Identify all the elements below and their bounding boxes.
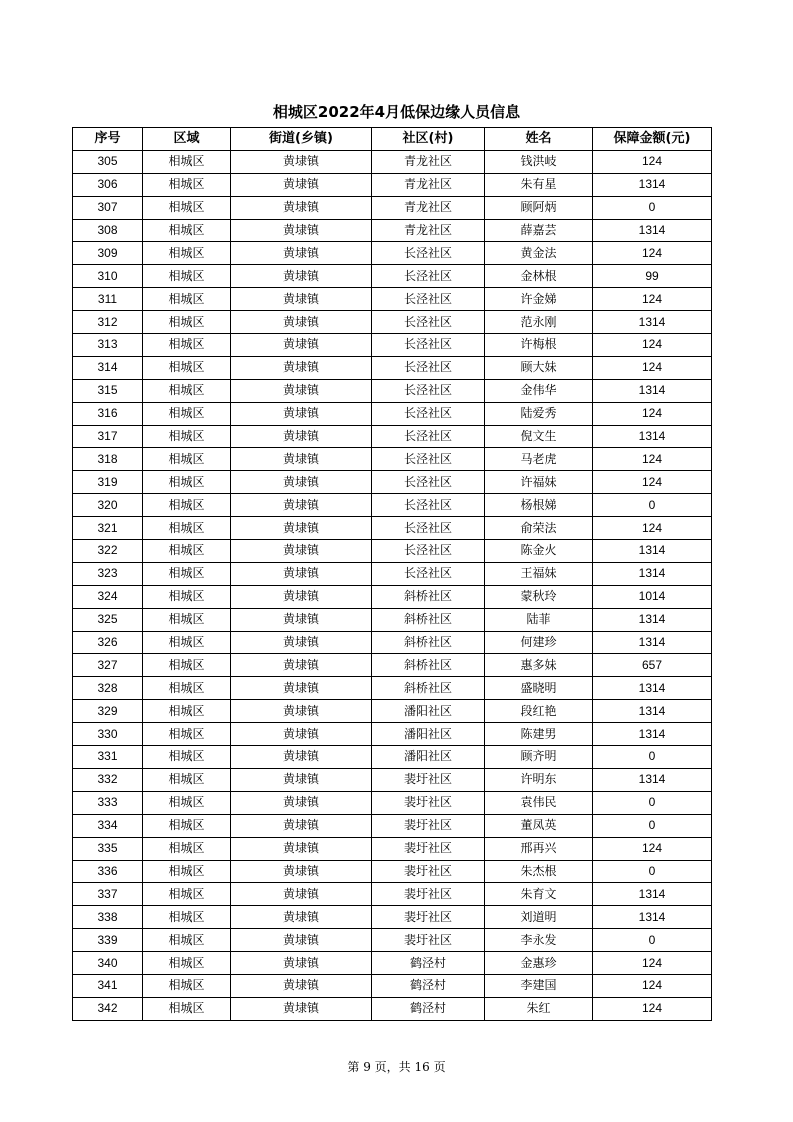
cell-amount: 1314 [593,311,712,334]
cell-index: 330 [73,723,143,746]
cell-index: 326 [73,631,143,654]
cell-index: 320 [73,494,143,517]
cell-name: 顾齐明 [485,746,593,769]
cell-amount: 0 [593,494,712,517]
column-header-amount: 保障金额(元) [593,128,712,151]
column-header-street: 街道(乡镇) [231,128,372,151]
cell-street: 黄埭镇 [231,288,372,311]
table-row [73,334,712,357]
cell-name: 李建国 [485,974,593,997]
table-row [73,631,712,654]
table-row [73,242,712,265]
cell-community: 长泾社区 [372,356,485,379]
table-row [73,150,712,173]
table-row [73,974,712,997]
cell-community: 裴圩社区 [372,929,485,952]
cell-amount: 124 [593,242,712,265]
cell-community: 青龙社区 [372,196,485,219]
cell-name: 顾大妹 [485,356,593,379]
table-row [73,883,712,906]
cell-name: 段红艳 [485,700,593,723]
cell-community: 裴圩社区 [372,791,485,814]
cell-region: 相城区 [143,654,231,677]
cell-street: 黄埭镇 [231,494,372,517]
cell-amount: 1314 [593,677,712,700]
cell-name: 盛晓明 [485,677,593,700]
cell-street: 黄埭镇 [231,631,372,654]
cell-community: 斜桥社区 [372,631,485,654]
cell-community: 长泾社区 [372,540,485,563]
cell-name: 钱洪岐 [485,150,593,173]
cell-region: 相城区 [143,540,231,563]
cell-community: 青龙社区 [372,150,485,173]
cell-street: 黄埭镇 [231,814,372,837]
cell-index: 334 [73,814,143,837]
cell-index: 329 [73,700,143,723]
cell-street: 黄埭镇 [231,562,372,585]
table-row [73,448,712,471]
cell-region: 相城区 [143,997,231,1020]
cell-amount: 124 [593,837,712,860]
cell-name: 马老虎 [485,448,593,471]
table-row [73,814,712,837]
cell-index: 307 [73,196,143,219]
cell-street: 黄埭镇 [231,150,372,173]
cell-amount: 1314 [593,379,712,402]
cell-street: 黄埭镇 [231,883,372,906]
cell-street: 黄埭镇 [231,219,372,242]
cell-region: 相城区 [143,677,231,700]
cell-community: 青龙社区 [372,219,485,242]
cell-name: 金林根 [485,265,593,288]
cell-community: 鹤泾村 [372,997,485,1020]
table-row [73,906,712,929]
cell-region: 相城区 [143,288,231,311]
cell-street: 黄埭镇 [231,585,372,608]
cell-index: 324 [73,585,143,608]
cell-region: 相城区 [143,356,231,379]
cell-street: 黄埭镇 [231,425,372,448]
table-row [73,196,712,219]
cell-name: 蒙秋玲 [485,585,593,608]
cell-amount: 0 [593,791,712,814]
table-row [73,677,712,700]
cell-name: 陆菲 [485,608,593,631]
page-title: 相城区2022年4月低保边缘人员信息 [272,103,521,121]
cell-name: 金惠珍 [485,952,593,975]
cell-community: 潘阳社区 [372,746,485,769]
cell-region: 相城区 [143,471,231,494]
cell-community: 斜桥社区 [372,608,485,631]
table-row [73,402,712,425]
table-row [73,700,712,723]
cell-name: 黄金法 [485,242,593,265]
cell-region: 相城区 [143,242,231,265]
cell-community: 长泾社区 [372,265,485,288]
cell-amount: 124 [593,334,712,357]
cell-community: 鹤泾村 [372,952,485,975]
cell-name: 陆爱秀 [485,402,593,425]
cell-amount: 124 [593,471,712,494]
cell-street: 黄埭镇 [231,974,372,997]
cell-community: 长泾社区 [372,402,485,425]
cell-index: 306 [73,173,143,196]
cell-region: 相城区 [143,265,231,288]
cell-street: 黄埭镇 [231,791,372,814]
cell-street: 黄埭镇 [231,837,372,860]
cell-region: 相城区 [143,334,231,357]
cell-index: 325 [73,608,143,631]
cell-street: 黄埭镇 [231,356,372,379]
cell-name: 刘道明 [485,906,593,929]
cell-amount: 1314 [593,883,712,906]
cell-amount: 1314 [593,906,712,929]
cell-name: 陈建男 [485,723,593,746]
header-row [73,128,712,151]
cell-street: 黄埭镇 [231,517,372,540]
cell-amount: 0 [593,929,712,952]
cell-street: 黄埭镇 [231,746,372,769]
cell-community: 鹤泾村 [372,974,485,997]
table-row [73,837,712,860]
cell-index: 341 [73,974,143,997]
cell-community: 裴圩社区 [372,837,485,860]
cell-community: 斜桥社区 [372,654,485,677]
cell-street: 黄埭镇 [231,997,372,1020]
cell-amount: 0 [593,814,712,837]
cell-community: 长泾社区 [372,311,485,334]
cell-amount: 1314 [593,425,712,448]
cell-name: 俞荣法 [485,517,593,540]
cell-amount: 1314 [593,173,712,196]
cell-amount: 0 [593,860,712,883]
cell-region: 相城区 [143,379,231,402]
cell-region: 相城区 [143,860,231,883]
table-row [73,952,712,975]
cell-amount: 657 [593,654,712,677]
cell-region: 相城区 [143,791,231,814]
table-row [73,860,712,883]
cell-name: 袁伟民 [485,791,593,814]
table-row [73,997,712,1020]
cell-street: 黄埭镇 [231,677,372,700]
cell-name: 董凤英 [485,814,593,837]
cell-name: 李永发 [485,929,593,952]
cell-index: 336 [73,860,143,883]
column-header-name: 姓名 [485,128,593,151]
cell-amount: 124 [593,974,712,997]
cell-street: 黄埭镇 [231,608,372,631]
cell-region: 相城区 [143,608,231,631]
cell-amount: 124 [593,952,712,975]
table-row [73,723,712,746]
cell-index: 310 [73,265,143,288]
cell-community: 长泾社区 [372,288,485,311]
cell-amount: 124 [593,997,712,1020]
cell-amount: 1314 [593,219,712,242]
cell-name: 范永刚 [485,311,593,334]
cell-region: 相城区 [143,746,231,769]
cell-name: 杨根娣 [485,494,593,517]
table-row [73,768,712,791]
cell-name: 许福妹 [485,471,593,494]
cell-index: 340 [73,952,143,975]
cell-amount: 1314 [593,562,712,585]
cell-region: 相城区 [143,952,231,975]
cell-street: 黄埭镇 [231,402,372,425]
cell-region: 相城区 [143,562,231,585]
cell-name: 惠多妹 [485,654,593,677]
cell-community: 青龙社区 [372,173,485,196]
cell-street: 黄埭镇 [231,334,372,357]
page-footer: 第 9 页，共 16 页 [347,1060,446,1074]
cell-index: 311 [73,288,143,311]
cell-street: 黄埭镇 [231,723,372,746]
cell-region: 相城区 [143,974,231,997]
table-row [73,311,712,334]
cell-community: 裴圩社区 [372,814,485,837]
cell-region: 相城区 [143,906,231,929]
table-row [73,379,712,402]
table-row [73,356,712,379]
cell-index: 319 [73,471,143,494]
cell-index: 318 [73,448,143,471]
cell-name: 朱杰根 [485,860,593,883]
table-row [73,173,712,196]
cell-community: 长泾社区 [372,425,485,448]
cell-region: 相城区 [143,448,231,471]
cell-name: 邢再兴 [485,837,593,860]
cell-region: 相城区 [143,402,231,425]
cell-region: 相城区 [143,768,231,791]
cell-community: 长泾社区 [372,242,485,265]
cell-community: 潘阳社区 [372,700,485,723]
cell-name: 朱红 [485,997,593,1020]
cell-amount: 1314 [593,700,712,723]
cell-region: 相城区 [143,517,231,540]
table-row [73,219,712,242]
cell-street: 黄埭镇 [231,929,372,952]
column-header-region: 区域 [143,128,231,151]
table-row [73,585,712,608]
cell-region: 相城区 [143,219,231,242]
cell-region: 相城区 [143,425,231,448]
cell-name: 倪文生 [485,425,593,448]
cell-community: 斜桥社区 [372,585,485,608]
table-row [73,540,712,563]
table-row [73,471,712,494]
table-row [73,562,712,585]
cell-amount: 124 [593,448,712,471]
cell-community: 潘阳社区 [372,723,485,746]
cell-amount: 0 [593,196,712,219]
cell-region: 相城区 [143,723,231,746]
cell-index: 342 [73,997,143,1020]
cell-street: 黄埭镇 [231,242,372,265]
cell-name: 何建珍 [485,631,593,654]
cell-community: 长泾社区 [372,448,485,471]
cell-name: 朱有星 [485,173,593,196]
cell-amount: 124 [593,150,712,173]
cell-street: 黄埭镇 [231,540,372,563]
roster-table [72,127,712,1021]
cell-index: 323 [73,562,143,585]
cell-street: 黄埭镇 [231,906,372,929]
cell-street: 黄埭镇 [231,196,372,219]
cell-amount: 1014 [593,585,712,608]
cell-index: 313 [73,334,143,357]
column-header-community: 社区(村) [372,128,485,151]
cell-street: 黄埭镇 [231,265,372,288]
table-row [73,288,712,311]
cell-amount: 0 [593,746,712,769]
cell-name: 许金娣 [485,288,593,311]
cell-region: 相城区 [143,150,231,173]
cell-amount: 1314 [593,631,712,654]
cell-name: 许明东 [485,768,593,791]
cell-region: 相城区 [143,814,231,837]
cell-community: 长泾社区 [372,562,485,585]
cell-amount: 124 [593,288,712,311]
cell-name: 陈金火 [485,540,593,563]
cell-street: 黄埭镇 [231,173,372,196]
cell-name: 王福妹 [485,562,593,585]
cell-community: 裴圩社区 [372,883,485,906]
cell-region: 相城区 [143,700,231,723]
cell-region: 相城区 [143,196,231,219]
cell-region: 相城区 [143,173,231,196]
cell-amount: 1314 [593,723,712,746]
cell-region: 相城区 [143,837,231,860]
cell-amount: 124 [593,402,712,425]
cell-index: 337 [73,883,143,906]
cell-amount: 1314 [593,768,712,791]
cell-name: 朱育文 [485,883,593,906]
cell-community: 长泾社区 [372,471,485,494]
cell-community: 斜桥社区 [372,677,485,700]
cell-street: 黄埭镇 [231,768,372,791]
cell-index: 332 [73,768,143,791]
cell-index: 316 [73,402,143,425]
table-row [73,494,712,517]
table-row [73,517,712,540]
cell-street: 黄埭镇 [231,952,372,975]
table-row [73,608,712,631]
cell-index: 305 [73,150,143,173]
cell-name: 许梅根 [485,334,593,357]
cell-index: 308 [73,219,143,242]
cell-index: 338 [73,906,143,929]
cell-index: 309 [73,242,143,265]
cell-region: 相城区 [143,929,231,952]
cell-index: 339 [73,929,143,952]
cell-index: 315 [73,379,143,402]
table-row [73,746,712,769]
cell-name: 薛嘉芸 [485,219,593,242]
cell-community: 裴圩社区 [372,860,485,883]
cell-index: 333 [73,791,143,814]
table-body [73,150,712,1020]
cell-index: 312 [73,311,143,334]
cell-index: 317 [73,425,143,448]
cell-index: 331 [73,746,143,769]
cell-amount: 1314 [593,608,712,631]
table-row [73,265,712,288]
cell-amount: 99 [593,265,712,288]
cell-index: 335 [73,837,143,860]
cell-community: 长泾社区 [372,334,485,357]
cell-index: 314 [73,356,143,379]
column-header-index: 序号 [73,128,143,151]
cell-index: 322 [73,540,143,563]
table-row [73,791,712,814]
cell-street: 黄埭镇 [231,311,372,334]
table-row [73,654,712,677]
cell-name: 金伟华 [485,379,593,402]
cell-region: 相城区 [143,585,231,608]
cell-community: 裴圩社区 [372,906,485,929]
cell-amount: 1314 [593,540,712,563]
table-row [73,425,712,448]
cell-index: 327 [73,654,143,677]
cell-name: 顾阿炳 [485,196,593,219]
cell-community: 裴圩社区 [372,768,485,791]
cell-index: 328 [73,677,143,700]
cell-street: 黄埭镇 [231,654,372,677]
cell-region: 相城区 [143,311,231,334]
cell-community: 长泾社区 [372,494,485,517]
cell-street: 黄埭镇 [231,379,372,402]
cell-street: 黄埭镇 [231,860,372,883]
cell-region: 相城区 [143,494,231,517]
cell-street: 黄埭镇 [231,700,372,723]
cell-amount: 124 [593,356,712,379]
cell-street: 黄埭镇 [231,448,372,471]
cell-community: 长泾社区 [372,517,485,540]
cell-region: 相城区 [143,631,231,654]
cell-community: 长泾社区 [372,379,485,402]
cell-index: 321 [73,517,143,540]
cell-amount: 124 [593,517,712,540]
table-row [73,929,712,952]
cell-region: 相城区 [143,883,231,906]
cell-street: 黄埭镇 [231,471,372,494]
